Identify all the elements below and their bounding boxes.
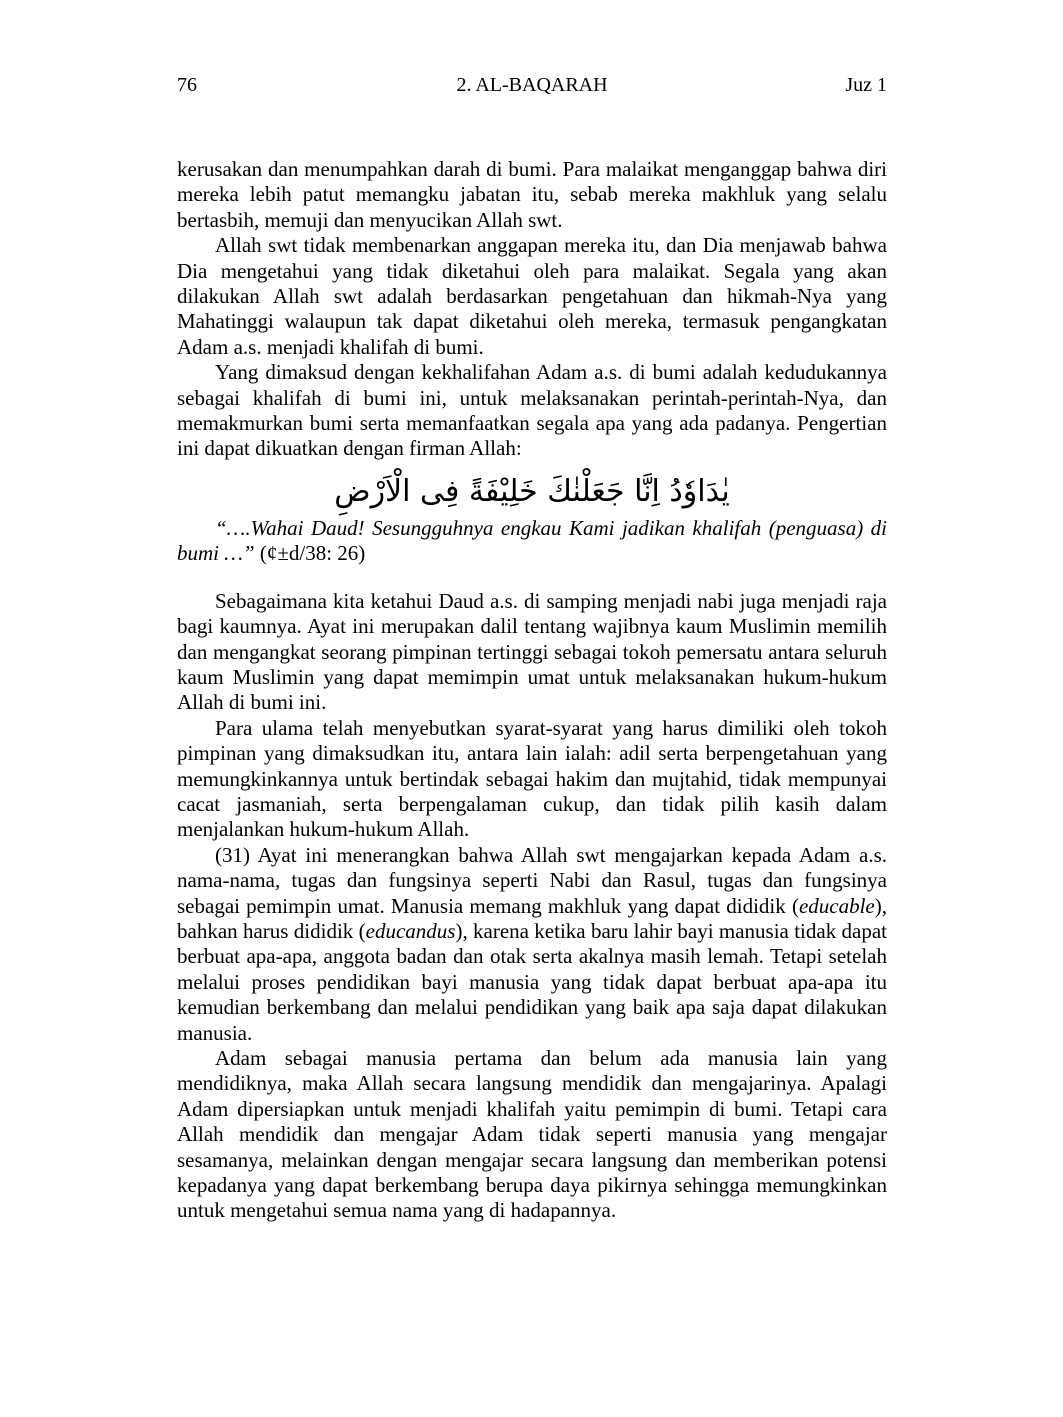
verse-reference: (¢±d/38: 26)	[259, 541, 366, 566]
paragraph-6-part-c: ), karena ketika baru lahir bayi manusia tidak dapat berbuat apa-apa, anggota badan dan otak serta akalnya masih lemah. Tetapi setelah melalui proses pendidikan bayi manusia yang tidak dapat berbuat apa-apa itu kemudian berkembang dan melalui pendidikan yang baik apa saja dapat dilakukan manusia.	[177, 918, 887, 1045]
verse-translation-text: “….Wahai Daud! Sesungguhnya engkau Kami jadikan khalifah (penguasa) di bumi …”	[177, 515, 887, 566]
page-header	[177, 72, 887, 102]
paragraph-5: Para ulama telah menyebutkan syarat-syarat yang harus dimiliki oleh tokoh pimpinan yang dimaksudkan itu, antara lain ialah: adil serta berpengetahuan yang memungkinkannya untuk bertindak sebagai hakim dan mujtahid, tidak mempunyai cacat jasmaniah, serta berpengalaman cukup, dan tidak pilih kasih dalam menjalankan hukum-hukum Allah.	[177, 715, 887, 842]
surah-title: 2. AL-BAQARAH	[456, 74, 608, 96]
verse-translation	[177, 516, 887, 567]
page-body	[177, 157, 887, 1224]
paragraph-3: Yang dimaksud dengan kekhalifahan Adam a.s. di bumi adalah kedudukannya sebagai khalifah di bumi ini, untuk melaksanakan perintah-perintah-Nya, dan memakmurkan bumi serta memanfaatkan segala apa yang ada padanya. Pengertian ini dapat dikuatkan dengan firman Allah:	[177, 360, 887, 461]
spacer	[177, 567, 887, 589]
paragraph-7: Adam sebagai manusia pertama dan belum ada manusia lain yang mendidiknya, maka Allah secara langsung mendidik dan mengajarinya. Apalagi Adam dipersiapkan untuk menjadi khalifah yaitu pemimpin di bumi. Tetapi cara Allah mendidik dan mengajar Adam tidak seperti manusia yang mengajar sesamanya, melainkan dengan mengajar secara langsung dan memberikan potensi kepadanya yang dapat berkembang berupa daya pikirnya sehingga memungkinkan untuk mengetahui semua nama yang di hadapannya.	[177, 1046, 887, 1223]
page-number: 76	[177, 74, 197, 96]
paragraph-6	[177, 843, 887, 1046]
term-educandus: educandus	[365, 918, 456, 943]
juz-label: Juz 1	[845, 74, 887, 96]
paragraph-1: kerusakan dan menumpahkan darah di bumi. Para malaikat menganggap bahwa diri mereka lebih patut memangku jabatan itu, sebab mereka makhluk yang selalu bertasbih, memuji dan menyucikan Allah swt.	[177, 157, 887, 232]
paragraph-6-part-a: (31) Ayat ini menerangkan bahwa Allah swt mengajarkan kepada Adam a.s. nama-nama, tugas dan fungsinya seperti Nabi dan Rasul, tugas dan fungsinya sebagai pemimpin umat. Manusia memang makhluk yang dapat dididik (	[177, 842, 887, 918]
paragraph-2: Allah swt tidak membenarkan anggapan mereka itu, dan Dia menjawab bahwa Dia mengetahui yang tidak diketahui oleh para malaikat. Segala yang akan dilakukan Allah swt adalah berdasarkan pengetahuan dan hikmah-Nya yang Mahatinggi walaupun tak dapat diketahui oleh mereka, termasuk pengangkatan Adam a.s. menjadi khalifah di bumi.	[177, 233, 887, 359]
term-educable: educable	[798, 893, 875, 918]
paragraph-4: Sebagaimana kita ketahui Daud a.s. di samping menjadi nabi juga menjadi raja bagi kaumnya. Ayat ini merupakan dalil tentang wajibnya kaum Muslimin memilih dan mengangkat seorang pimpinan tertinggi sebagai tokoh pemersatu antara seluruh kaum Muslimin yang dapat memimpin umat untuk melaksanakan hukum-hukum Allah di bumi ini.	[177, 588, 887, 715]
arabic-verse: يٰدَاوٗدُ اِنَّا جَعَلْنٰكَ خَلِيْفَةً فِى الْاَرْضِ	[334, 473, 730, 509]
paragraph-6-part-b: ), bahkan harus dididik (	[177, 893, 887, 943]
